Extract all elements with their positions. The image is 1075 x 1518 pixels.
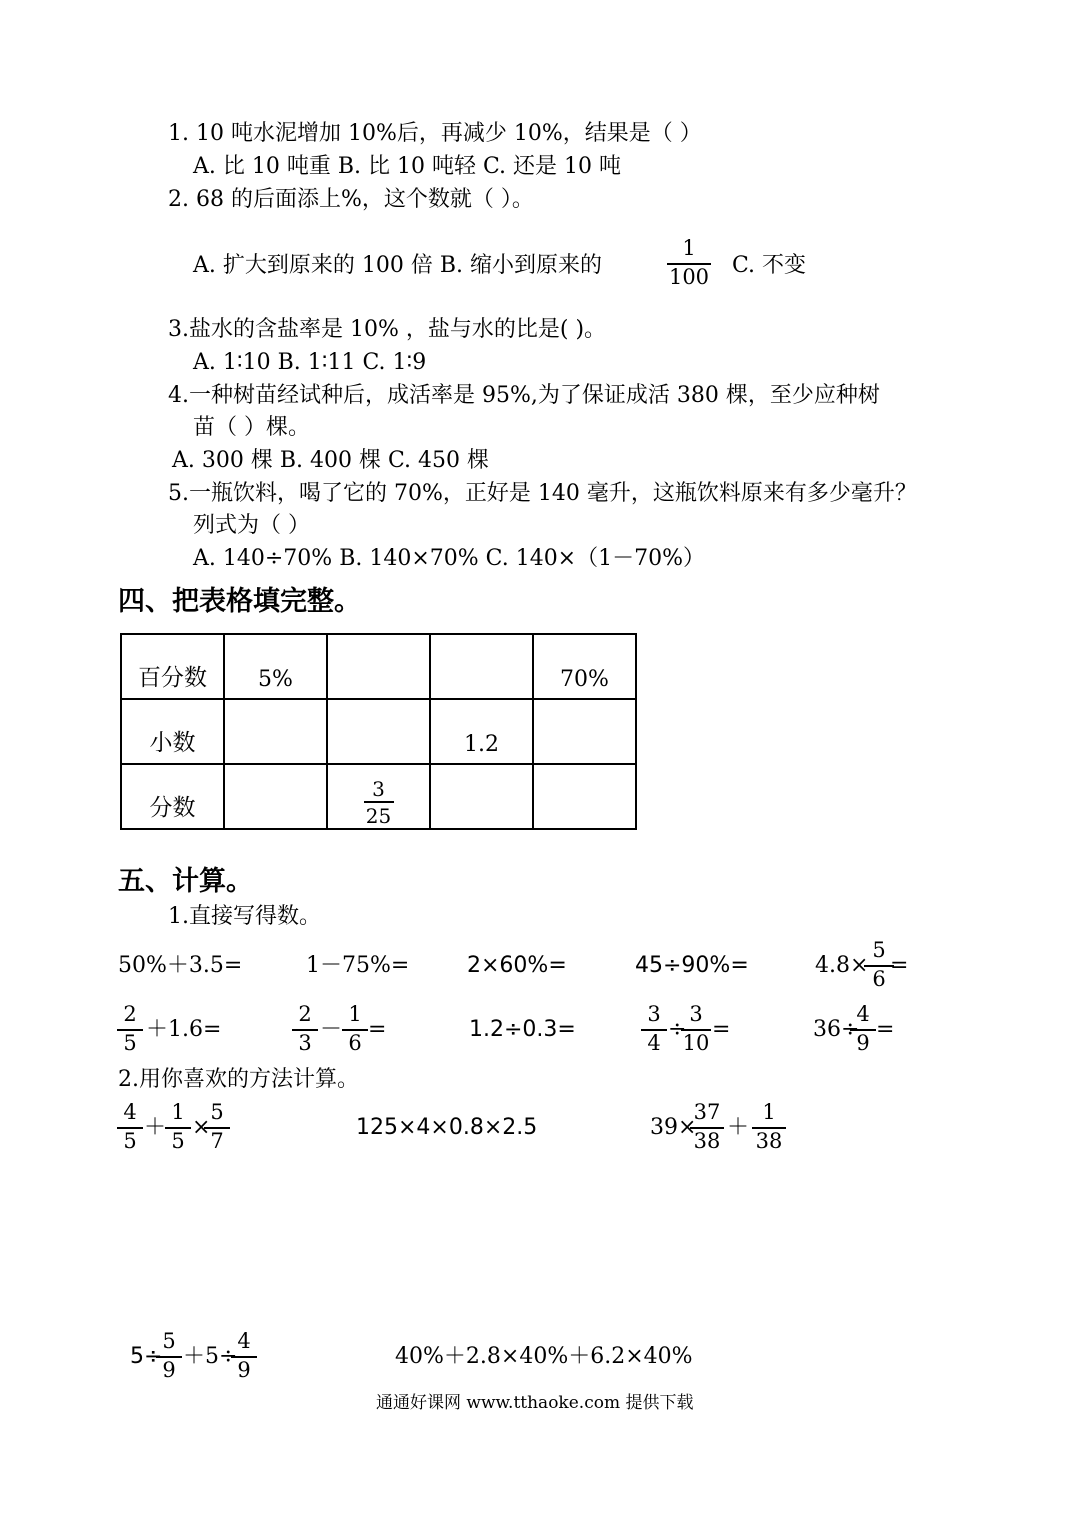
calc-r1-5-fraction: 5 6 (864, 940, 894, 993)
table-row (121, 634, 636, 699)
p4-middle: ＋5÷ (183, 1344, 238, 1369)
conversion-table (120, 633, 637, 830)
p1-op-2: × (192, 1115, 211, 1140)
calc-r2-2-equals: = (368, 1017, 387, 1042)
p1-fraction-1: 4 5 (117, 1102, 143, 1155)
table-cell: 70% (533, 634, 636, 699)
table-cell: 1.2 (430, 699, 533, 764)
calc-r2-5-fraction: 4 9 (850, 1004, 876, 1057)
p4-fraction-1: 5 9 (156, 1331, 182, 1384)
calc-r1-2: 1－75%= (306, 953, 410, 978)
table-row-label: 百分数 (121, 634, 224, 699)
sub2-text: 2.用你喜欢的方法计算。 (118, 1067, 359, 1092)
calc-r2-1-rest: ＋1.6= (146, 1017, 222, 1042)
p2-expression: 125×4×0.8×2.5 (356, 1115, 538, 1140)
calc-r2-4-op: ÷ (668, 1017, 687, 1042)
p1-op-1: ＋ (144, 1115, 167, 1140)
calc-r1-1: 50%＋3.5= (118, 953, 243, 978)
p3-prefix: 39× (650, 1115, 697, 1140)
calc-r2-1-fraction: 2 5 (117, 1004, 143, 1057)
calc-r1-5-equals: = (890, 953, 909, 978)
table-row (121, 764, 636, 829)
q1-options: A. 比 10 吨重 B. 比 10 吨轻 C. 还是 10 吨 (193, 154, 621, 179)
section5-heading: 五、计算。 (118, 866, 253, 897)
p1-fraction-3: 5 7 (204, 1102, 230, 1155)
q3-options: A. 1∶10 B. 1∶11 C. 1∶9 (193, 350, 427, 375)
q4-options: A. 300 棵 B. 400 棵 C. 450 棵 (172, 448, 490, 473)
table-cell (430, 634, 533, 699)
calc-r2-2-fraction-1: 2 3 (292, 1004, 318, 1057)
table-cell-fraction: 3 25 (327, 764, 430, 829)
calc-r2-4-fraction-2: 3 10 (682, 1002, 710, 1055)
table-cell (533, 764, 636, 829)
p3-fraction-1: 37 38 (690, 1102, 724, 1155)
table-row (121, 699, 636, 764)
section4-heading: 四、把表格填完整。 (118, 586, 361, 617)
calc-r2-4-equals: = (712, 1017, 731, 1042)
p1-fraction-2: 1 5 (165, 1102, 191, 1155)
table-cell (224, 764, 327, 829)
q5-options: A. 140÷70% B. 140×70% C. 140×（1－70%） (193, 546, 706, 571)
calc-r2-4-fraction-1: 3 4 (641, 1004, 667, 1057)
table-row-label: 分数 (121, 764, 224, 829)
footer-text: 通通好课网 www.tthaoke.com 提供下载 (376, 1393, 694, 1413)
p3-fraction-2: 1 38 (752, 1102, 786, 1155)
q5-text-line2: 列式为（ ） (193, 513, 310, 538)
q4-text-line1: 4.一种树苗经试种后，成活率是 95%,为了保证成活 380 棵，至少应种树 (168, 383, 880, 408)
p5-expression: 40%＋2.8×40%＋6.2×40% (395, 1344, 693, 1369)
calc-r2-5-equals: = (876, 1017, 895, 1042)
p4-prefix: 5÷ (130, 1344, 163, 1369)
q2-fraction: 1 100 (668, 236, 710, 289)
q4-text-line2: 苗（ ）棵。 (193, 415, 310, 440)
calc-r2-2-op: － (320, 1017, 343, 1042)
q1-text: 1. 10 吨水泥增加 10%后，再减少 10%，结果是（ ） (168, 121, 702, 146)
calc-r2-3: 1.2÷0.3= (469, 1017, 576, 1042)
q2-text: 2. 68 的后面添上%，这个数就（ ）。 (168, 187, 534, 212)
table-cell (533, 699, 636, 764)
calc-r2-5-prefix: 36÷ (813, 1017, 860, 1042)
sub1-text: 1.直接写得数。 (168, 904, 321, 929)
table-row-label: 小数 (121, 699, 224, 764)
q2-option-c: C. 不变 (732, 253, 807, 278)
q2-option-a-b: A. 扩大到原来的 100 倍 B. 缩小到原来的 (193, 253, 602, 278)
calc-r1-5-prefix: 4.8× (815, 953, 869, 978)
table-cell (327, 699, 430, 764)
p3-op: ＋ (727, 1115, 750, 1140)
calc-r2-2-fraction-2: 1 6 (342, 1004, 368, 1057)
table-cell (224, 699, 327, 764)
table-cell: 5% (224, 634, 327, 699)
calc-r1-3: 2×60%= (467, 953, 567, 978)
table-cell (327, 634, 430, 699)
q3-text: 3.盐水的含盐率是 10% ，盐与水的比是( )。 (168, 317, 607, 342)
calc-r1-4: 45÷90%= (635, 953, 749, 978)
p4-fraction-2: 4 9 (231, 1331, 257, 1384)
table-cell (430, 764, 533, 829)
q5-text-line1: 5.一瓶饮料，喝了它的 70%，正好是 140 毫升，这瓶饮料原来有多少毫升？ (168, 481, 917, 506)
